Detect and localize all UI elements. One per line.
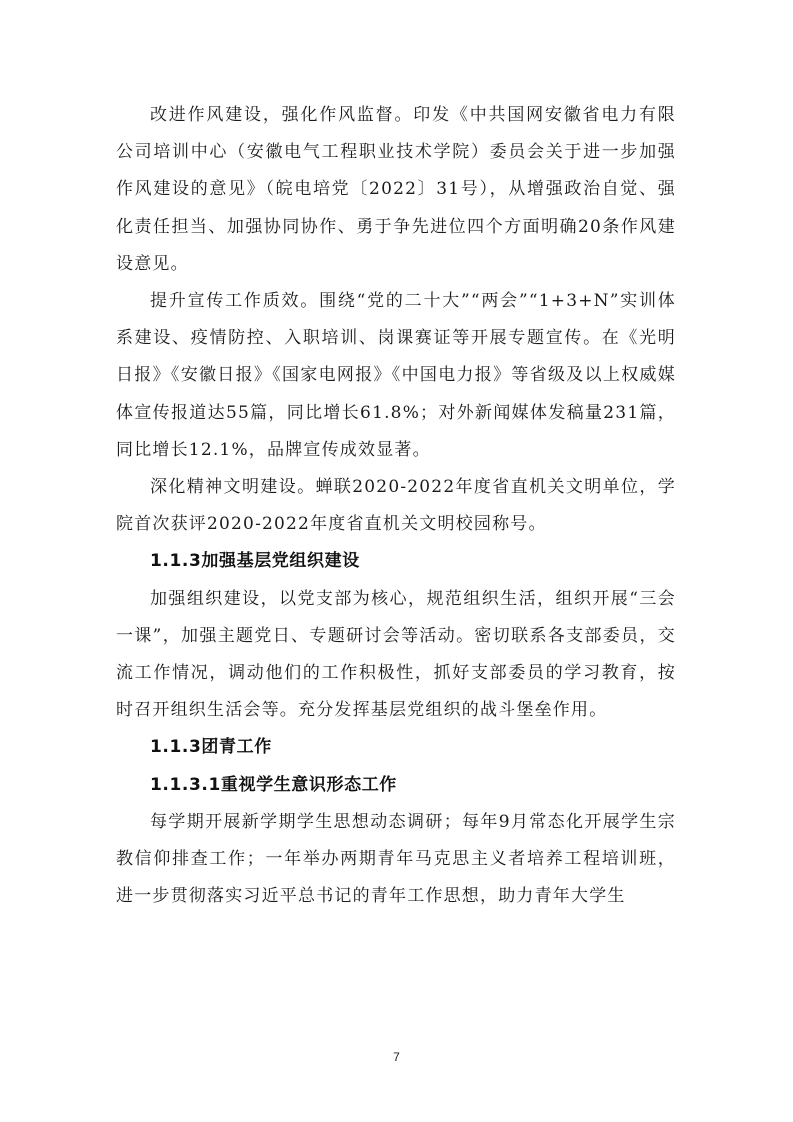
paragraph-publicity: 提升宣传工作质效。围绕“党的二十大”“两会”“1+3+N”实训体系建设、疫情防控、入职培训、岗课赛证等开展专题宣传。在《光明日报》《安徽日报》《国家电网报》《中国电力报》等省级及以上权威媒体宣传报道达55篇，同比增长61.8%；对外新闻媒体发稿量231篇，同比增长12.1%，品牌宣传成效显著。 — [116, 291, 676, 460]
page-number: 7 — [393, 1050, 400, 1064]
paragraph-style-supervision: 改进作风建设，强化作风监督。印发《中共国网安徽省电力有限公司培训中心（安徽电气工程职业技术学院）委员会关于进一步加强作风建设的意见》（皖电培党〔2022〕31号），从增强政治自觉、强化责任担当、加强协同协作、勇于争先进位四个方面明确20条作风建设意见。 — [116, 105, 676, 274]
paragraph-civilization: 深化精神文明建设。蝉联2020-2022年度省直机关文明单位，学院首次获评2020-2022年度省直机关文明校园称号。 — [116, 477, 676, 535]
heading-youth-league: 1.1.3团青工作 — [150, 737, 272, 758]
page-body — [116, 97, 676, 915]
paragraph-student-survey: 每学期开展新学期学生思想动态调研；每年9月常态化开展学生宗教信仰排查工作；一年举办两期青年马克思主义者培养工程培训班，进一步贯彻落实习近平总书记的青年工作思想，助力青年大学生 — [116, 811, 676, 907]
heading-student-ideology: 1.1.3.1重视学生意识形态工作 — [150, 774, 397, 795]
paragraph-organization: 加强组织建设，以党支部为核心，规范组织生活，组织开展“三会一课”，加强主题党日、专题研讨会等活动。密切联系各支部委员，交流工作情况，调动他们的工作积极性，抓好支部委员的学习教育，按时召开组织生活会等。充分发挥基层党组织的战斗堡垒作用。 — [116, 588, 676, 721]
heading-grassroots-party: 1.1.3加强基层党组织建设 — [150, 551, 360, 572]
